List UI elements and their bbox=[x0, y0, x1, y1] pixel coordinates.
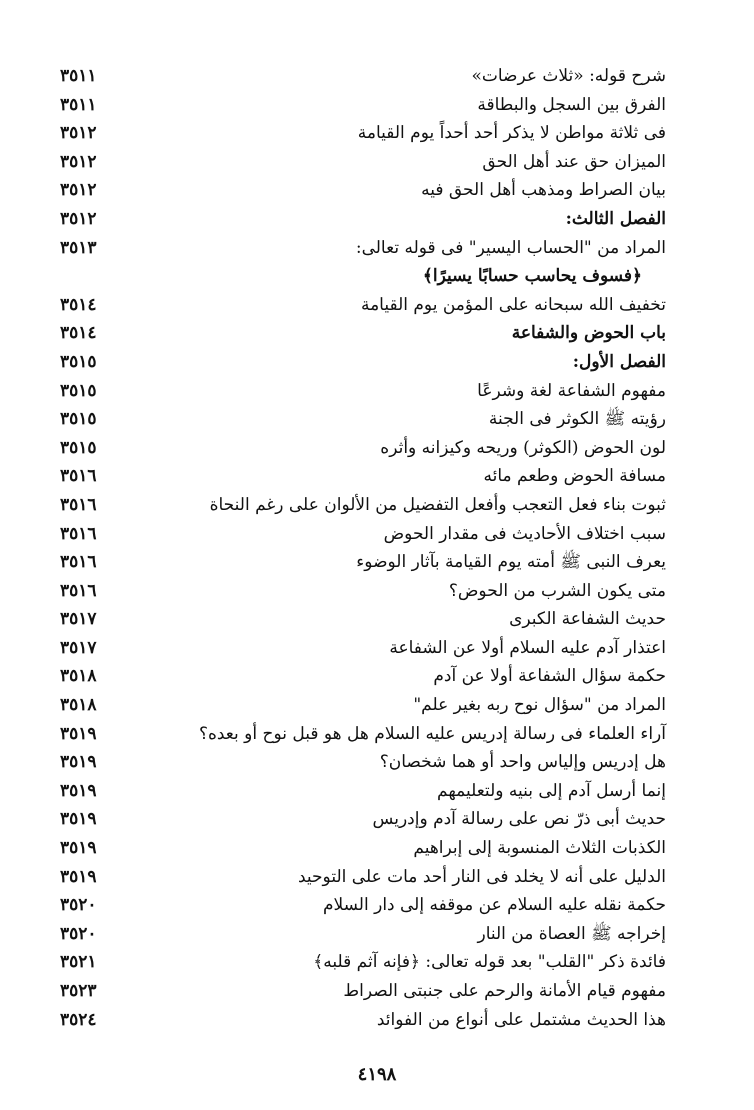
toc-entry bbox=[60, 777, 666, 806]
toc-entry-page: ٣٥١٢ bbox=[60, 123, 97, 144]
toc-entry bbox=[60, 720, 666, 749]
toc-entry-title: الميزان حق عند أهل الحق bbox=[482, 151, 666, 172]
toc-entry bbox=[60, 805, 666, 834]
toc-entry-page: ٣٥١١ bbox=[60, 66, 97, 86]
toc-entry-page: ٣٥١٨ bbox=[60, 666, 97, 687]
toc-entry bbox=[60, 462, 666, 491]
table-of-contents bbox=[60, 62, 666, 1034]
toc-entry-page: ٣٥١٤ bbox=[60, 294, 97, 315]
toc-entry bbox=[60, 863, 666, 892]
toc-entry-title: رؤيته ﷺ الكوثر فى الجنة bbox=[488, 409, 666, 430]
toc-entry-title: يعرف النبى ﷺ أمته يوم القيامة بآثار الوضوء bbox=[356, 552, 666, 573]
toc-entry-page: ٣٥١٧ bbox=[60, 637, 97, 658]
toc-entry-title: إنما أرسل آدم إلى بنيه ولتعليمهم bbox=[437, 780, 666, 801]
toc-entry-page: ٣٥١١ bbox=[60, 94, 97, 115]
toc-entry-title: الكذبات الثلاث المنسوبة إلى إبراهيم bbox=[413, 838, 666, 859]
toc-entry-title: آراء العلماء فى رسالة إدريس عليه السلام هل هو قبل نوح أو بعده؟ bbox=[198, 723, 666, 744]
toc-entry bbox=[60, 577, 666, 606]
toc-entry bbox=[60, 1006, 666, 1035]
toc-entry-page: ٣٥١٦ bbox=[60, 580, 97, 601]
toc-entry bbox=[60, 891, 666, 920]
toc-entry-title: سبب اختلاف الأحاديث فى مقدار الحوض bbox=[383, 523, 666, 544]
toc-entry-page: ٣٥٢١ bbox=[60, 952, 97, 973]
toc-entry bbox=[60, 548, 666, 577]
toc-entry bbox=[60, 148, 666, 177]
toc-entry-title: حديث أبى ذرّ نص على رسالة آدم وإدريس bbox=[372, 809, 666, 830]
toc-entry bbox=[60, 176, 666, 205]
toc-entry bbox=[60, 948, 666, 977]
toc-entry-page: ٣٥١٩ bbox=[60, 752, 97, 773]
toc-entry-page: ٣٥٢٣ bbox=[60, 981, 97, 1001]
toc-entry bbox=[60, 662, 666, 691]
toc-entry-title: الدليل على أنه لا يخلد فى النار أحد مات على التوحيد bbox=[298, 866, 666, 887]
toc-entry bbox=[60, 348, 666, 377]
toc-entry-page: ٣٥١٥ bbox=[60, 380, 97, 401]
toc-entry-page: ٣٥١٣ bbox=[60, 237, 97, 258]
toc-entry-title: المراد من "الحساب اليسير" فى قوله تعالى: bbox=[355, 237, 666, 258]
toc-entry-page: ٣٥١٢ bbox=[60, 180, 97, 201]
toc-entry-page: ٣٥١٧ bbox=[60, 609, 97, 630]
toc-entry-page: ٣٥١٩ bbox=[60, 780, 97, 801]
toc-entry-title: هل إدريس وإلياس واحد أو هما شخصان؟ bbox=[379, 752, 666, 773]
toc-entry bbox=[60, 291, 666, 320]
page-number: ٤١٩٨ bbox=[357, 1064, 397, 1085]
toc-entry-title: ﴿فسوف يحاسب حسابًا يسيرًا﴾ bbox=[422, 266, 642, 287]
toc-entry-title: باب الحوض والشفاعة bbox=[511, 323, 666, 344]
toc-entry-page: ٣٥١٢ bbox=[60, 208, 97, 229]
toc-entry-title: اعتذار آدم عليه السلام أولا عن الشفاعة bbox=[389, 637, 666, 658]
toc-entry-title: الفصل الثالث: bbox=[565, 208, 666, 229]
toc-entry bbox=[60, 234, 666, 263]
toc-entry bbox=[60, 977, 666, 1006]
toc-entry-title: لون الحوض (الكوثر) وريحه وكيزانه وأثره bbox=[380, 437, 666, 458]
toc-entry bbox=[60, 520, 666, 549]
toc-entry-title: مفهوم قيام الأمانة والرحم على جنبتى الصراط bbox=[343, 981, 666, 1001]
toc-entry bbox=[60, 691, 666, 720]
toc-entry bbox=[60, 91, 666, 120]
toc-entry-title: الفصل الأول: bbox=[572, 351, 666, 372]
toc-entry-title: فائدة ذكر "القلب" بعد قوله تعالى: ﴿فإنه آثم قلبه﴾ bbox=[313, 952, 666, 973]
toc-entry-page: ٣٥١٩ bbox=[60, 866, 97, 887]
toc-entry-page: ٣٥١٩ bbox=[60, 838, 97, 859]
toc-entry-title: شرح قوله: «ثلاث عرضات» bbox=[471, 66, 666, 86]
toc-entry-page: ٣٥١٦ bbox=[60, 466, 97, 487]
toc-entry-title: حكمة نقله عليه السلام عن موقفه إلى دار السلام bbox=[322, 895, 666, 916]
toc-entry bbox=[60, 634, 666, 663]
toc-entry bbox=[60, 119, 666, 148]
toc-entry-page: ٣٥١٦ bbox=[60, 552, 97, 573]
toc-entry bbox=[60, 405, 666, 434]
toc-entry-page: ٣٥٢٠ bbox=[60, 923, 97, 944]
toc-entry bbox=[60, 920, 666, 949]
toc-entry-title: هذا الحديث مشتمل على أنواع من الفوائد bbox=[376, 1009, 666, 1030]
toc-entry-page: ٣٥١٢ bbox=[60, 151, 97, 172]
toc-entry-title: ثبوت بناء فعل التعجب وأفعل التفضيل من الألوان على رغم النحاة bbox=[209, 494, 666, 515]
toc-entry-page: ٣٥١٥ bbox=[60, 351, 97, 372]
toc-entry-page: ٣٥١٨ bbox=[60, 695, 97, 716]
toc-entry-title: المراد من "سؤال نوح ربه بغير علم" bbox=[413, 695, 666, 716]
toc-entry bbox=[60, 62, 666, 91]
toc-entry-page: ٣٥١٦ bbox=[60, 494, 97, 515]
toc-entry-title: حديث الشفاعة الكبرى bbox=[509, 609, 666, 630]
toc-entry bbox=[60, 491, 666, 520]
toc-entry-title: متى يكون الشرب من الحوض؟ bbox=[448, 580, 666, 601]
toc-entry-page: ٣٥١٥ bbox=[60, 437, 97, 458]
toc-entry bbox=[60, 262, 666, 291]
toc-entry bbox=[60, 605, 666, 634]
toc-entry-page: ٣٥١٩ bbox=[60, 809, 97, 830]
toc-entry-title: حكمة سؤال الشفاعة أولا عن آدم bbox=[433, 666, 666, 687]
toc-entry-title: تخفيف الله سبحانه على المؤمن يوم القيامة bbox=[360, 294, 666, 315]
toc-entry-page: ٣٥١٦ bbox=[60, 523, 97, 544]
toc-entry bbox=[60, 319, 666, 348]
toc-entry-page: ٣٥٢٤ bbox=[60, 1009, 97, 1030]
toc-entry bbox=[60, 434, 666, 463]
toc-entry bbox=[60, 834, 666, 863]
toc-entry-page: ٣٥١٥ bbox=[60, 409, 97, 430]
toc-entry-page: ٣٥١٩ bbox=[60, 723, 97, 744]
toc-entry-page: ٣٥١٤ bbox=[60, 323, 97, 344]
toc-entry bbox=[60, 377, 666, 406]
toc-entry-title: بيان الصراط ومذهب أهل الحق فيه bbox=[421, 180, 666, 201]
toc-entry-title: مفهوم الشفاعة لغة وشرعًا bbox=[477, 380, 666, 401]
toc-entry-title: مسافة الحوض وطعم مائه bbox=[483, 466, 666, 487]
toc-entry-page: ٣٥٢٠ bbox=[60, 895, 97, 916]
toc-entry-title: إخراجه ﷺ العصاة من النار bbox=[477, 923, 666, 944]
toc-entry bbox=[60, 205, 666, 234]
toc-entry bbox=[60, 748, 666, 777]
toc-entry-title: فى ثلاثة مواطن لا يذكر أحد أحداً يوم القيامة bbox=[357, 123, 666, 144]
toc-entry-title: الفرق بين السجل والبطاقة bbox=[477, 94, 666, 115]
